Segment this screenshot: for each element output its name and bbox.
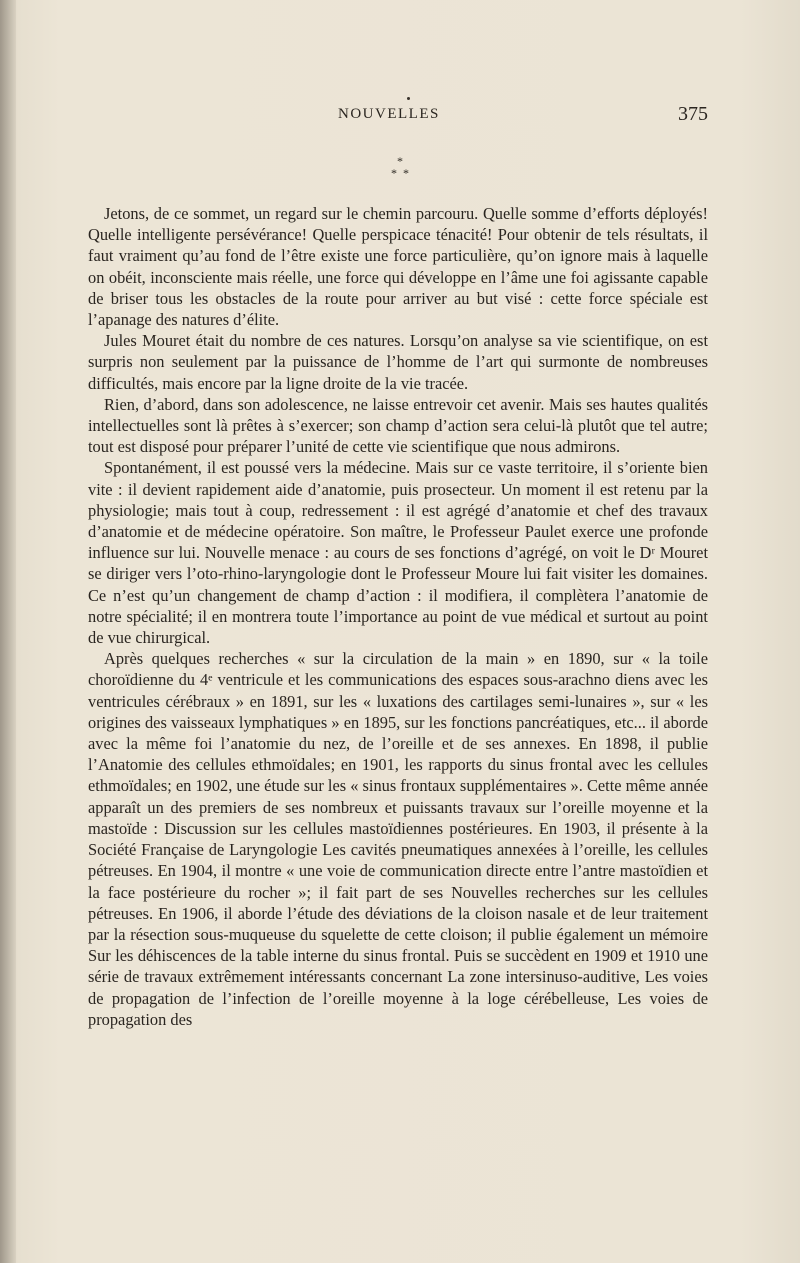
running-title: NOUVELLES	[338, 106, 440, 122]
ink-dot	[407, 97, 410, 100]
page-number: 375	[678, 103, 708, 125]
paragraph: Jetons, de ce sommet, un regard sur le chemin parcouru. Quelle somme d’efforts déployés! Quelle intelligente persévérance! Quelle perspicace ténacité! Pour obtenir de tels résultats, il faut vraiment qu’au fond de l’être existe une force particulière, qu’on ignore mais à laquelle on obéit, inconsciente mais réelle, une force qui développe en l’âme une foi agissante capable de briser tous les obstacles de la route pour arriver au but visé : cette force spéciale est l’apanage des natures d’élite.	[88, 204, 708, 330]
paragraph: Rien, d’abord, dans son adolescence, ne laisse entrevoir cet avenir. Mais ses hautes qualités intellectuelles sont là prêtes à s’exercer; son champ d’action sera celui-là plutôt que tel autre; tout est disposé pour préparer l’unité de cette vie scientifique que nous admirons.	[88, 394, 708, 457]
paragraph: Jules Mouret était du nombre de ces natures. Lorsqu’on analyse sa vie scientifique, on est surpris non seulement par la puissance de l’homme de l’art qui surmonte de nombreuses difficultés, mais encore par la ligne droite de la vie tracée.	[88, 331, 708, 393]
body-text	[88, 203, 708, 1030]
paragraph: Spontanément, il est poussé vers la médecine. Mais sur ce vaste territoire, il s’oriente bien vite : il devient rapidement aide d’anatomie, puis prosecteur. Un moment il est retenu par la physiologie; mais tout à coup, redressement : il est agrégé d’anatomie et chef des travaux d’anatomie et de médecine opératoire. Son maître, le Professeur Paulet exerce une profonde influence sur lui. Nouvelle menace : au cours de ses fonctions d’agrégé, on voit le Dʳ Mouret se diriger vers l’oto-rhino-laryngologie dont le Professeur Moure lui fait visiter les domaines. Ce n’est qu’un changement de champ d’action : il modifiera, il complètera l’anatomie de notre spécialité; il en montrera toute l’importance au point de vue médical et surtout au point de vue chirurgical.	[88, 458, 708, 648]
running-head	[88, 103, 708, 127]
paragraph: Après quelques recherches « sur la circulation de la main » en 1890, sur « la toile choroïdienne du 4ᵉ ventricule et les communications des espaces sous-arachno diens avec les ventricules cérébraux » en 1891, sur les « luxations des cartilages semi-lunaires », sur « les origines des vaisseaux lymphatiques » en 1895, sur les fonctions pancréatiques, etc... il aborde avec la même foi l’anatomie du nez, de l’oreille et de ses annexes. En 1898, il publie l’Anatomie des cellules ethmoïdales; en 1901, les rapports du sinus frontal avec les cellules ethmoïdales; en 1902, une étude sur les « sinus frontaux supplémentaires ». Cette même année apparaît un des premiers de ses nombreux et puissants travaux sur l’oreille moyenne et la mastoïde : Discussion sur les cellules mastoïdiennes postérieures. En 1903, il présente à la Société Française de Laryngologie Les cavités pneumatiques annexées à l’oreille, les cellules pétreuses. En 1904, il montre « une voie de communication directe entre l’antre mastoïdien et la face postérieure du rocher »; il fait part de ses Nouvelles recherches sur les cellules pétreuses. En 1906, il aborde l’étude des déviations de la cloison nasale et de leur traitement par la résection sous-muqueuse du squelette de cette cloison; il publie également un mémoire Sur les déhiscences de la table interne du sinus frontal. Puis se succèdent en 1909 et 1910 une série de travaux extrêmement intéressants concernant La zone intersinuso-auditive, Les voies de propagation de l’infection de l’oreille moyenne à la loge cérébelleuse, Les voies de propagation des	[88, 649, 708, 1029]
page-edge-shadow	[0, 0, 16, 1263]
section-asterism: * * *	[391, 154, 409, 180]
